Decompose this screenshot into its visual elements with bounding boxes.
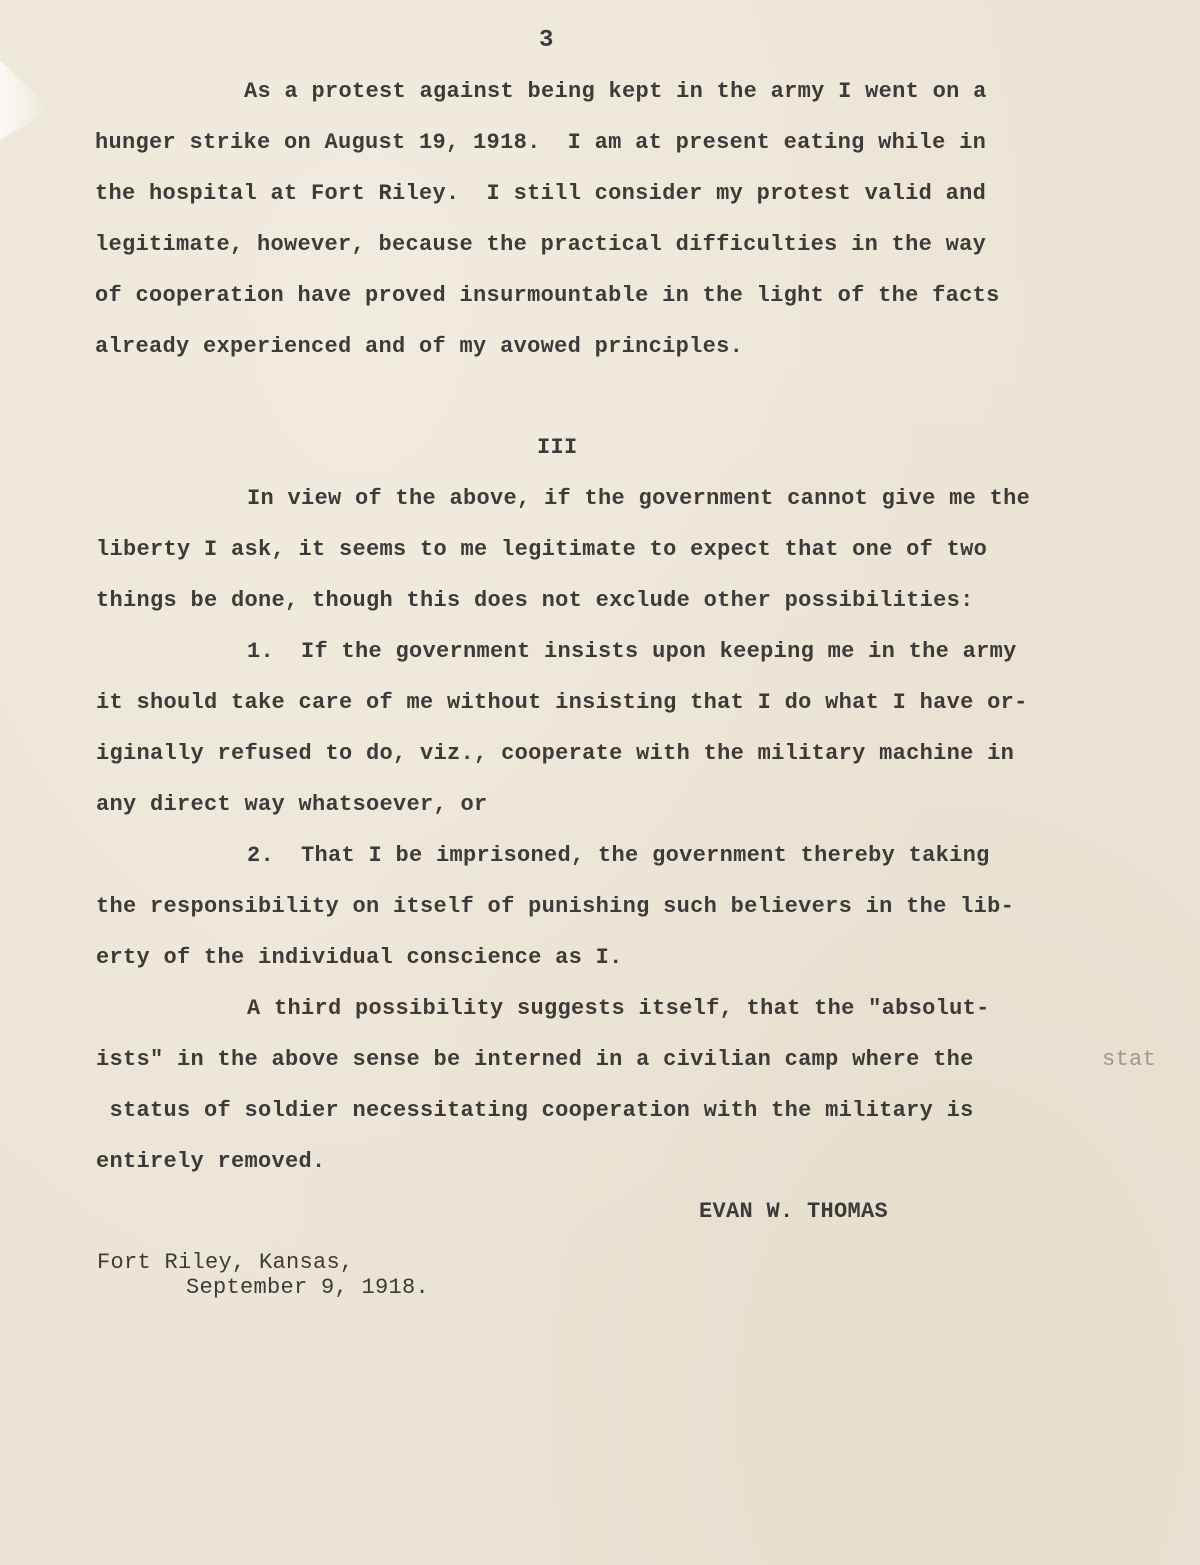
signature: EVAN W. THOMAS [699, 1199, 889, 1224]
paragraph-2-line-1: In view of the above, if the government cannot give me the [247, 486, 1031, 511]
date-line: September 9, 1918. [186, 1275, 430, 1300]
paper-tear-mark [0, 60, 48, 140]
paragraph-2-line-2: liberty I ask, it seems to me legitimate to expect that one of two [96, 537, 988, 562]
paragraph-1-line-6: already experienced and of my avowed principles. [95, 334, 744, 359]
paragraph-1-line-2: hunger strike on August 19, 1918. I am at present eating while in [95, 130, 987, 155]
item-1-line-1: 1. If the government insists upon keeping me in the army [247, 639, 1017, 664]
section-heading: III [537, 435, 578, 460]
item-2-line-1: 2. That I be imprisoned, the government thereby taking [247, 843, 990, 868]
item-1-line-4: any direct way whatsoever, or [96, 792, 488, 817]
item-1-line-3: iginally refused to do, viz., cooperate with the military machine in [96, 741, 1015, 766]
place-line: Fort Riley, Kansas, [97, 1250, 354, 1275]
paragraph-1-line-1: As a protest against being kept in the army I went on a [244, 79, 987, 104]
item-1-line-2: it should take care of me without insisting that I do what I have or- [96, 690, 1028, 715]
item-2-line-3: erty of the individual conscience as I. [96, 945, 623, 970]
paragraph-1-line-4: legitimate, however, because the practical difficulties in the way [95, 232, 987, 257]
page-number: 3 [539, 27, 554, 54]
item-2-line-2: the responsibility on itself of punishing such believers in the lib- [96, 894, 1015, 919]
paragraph-3-line-4: entirely removed. [96, 1149, 326, 1174]
paragraph-3-line-1: A third possibility suggests itself, that the "absolut- [247, 996, 990, 1021]
struck-text: stat [1102, 1047, 1157, 1072]
paragraph-1-line-5: of cooperation have proved insurmountable in the light of the facts [95, 283, 1000, 308]
paragraph-1-line-3: the hospital at Fort Riley. I still consider my protest valid and [95, 181, 987, 206]
paragraph-2-line-3: things be done, though this does not exclude other possibilities: [96, 588, 974, 613]
paragraph-3-line-2: ists" in the above sense be interned in a civilian camp where the [96, 1047, 974, 1072]
paragraph-3-line-3: status of soldier necessitating cooperation with the military is [96, 1098, 974, 1123]
